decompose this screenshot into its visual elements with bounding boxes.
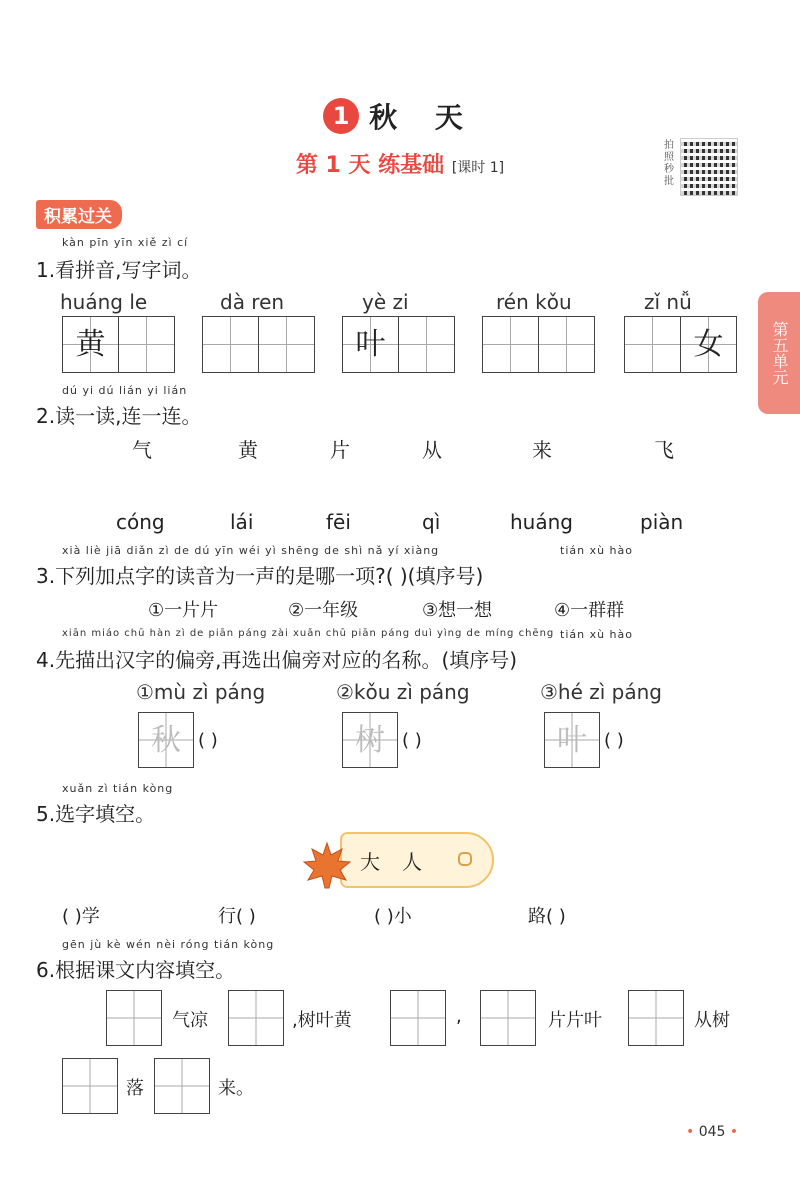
match-char[interactable]: 飞 — [654, 438, 674, 462]
match-char[interactable]: 片 — [330, 438, 350, 462]
qr-label: 拍照秒批 — [664, 140, 674, 187]
match-char[interactable]: 从 — [422, 438, 442, 462]
match-char[interactable]: 黄 — [238, 438, 258, 462]
q1-pinyin: kàn pīn yīn xiě zì cí — [62, 236, 189, 249]
q6-segment: 从树 — [694, 1010, 730, 1031]
writing-box[interactable] — [398, 316, 455, 373]
writing-box[interactable] — [628, 990, 684, 1046]
q3-pinyin: xià liè jiā diǎn zì de dú yīn wéi yì shēng de shì nǎ yí xiàng — [62, 544, 440, 557]
writing-box[interactable] — [202, 316, 259, 373]
lesson-title-text: 秋 天 — [369, 101, 477, 134]
writing-box[interactable] — [390, 990, 446, 1046]
page-number: • 045 • — [686, 1124, 739, 1140]
unit-side-tab[interactable]: 第五单元 — [758, 292, 800, 414]
fill-blank[interactable]: 路( ) — [528, 906, 566, 927]
maple-leaf-icon — [302, 840, 352, 890]
fill-blank[interactable]: 行( ) — [218, 906, 256, 927]
writing-box-filled: 女 — [680, 316, 737, 373]
match-pinyin[interactable]: fēi — [326, 510, 351, 534]
q6-segment: ,树叶黄 — [292, 1010, 352, 1031]
q3-option[interactable]: ③想一想 — [422, 600, 493, 621]
word-tag-text: 大人 — [360, 850, 444, 874]
q6-segment: 片片叶 — [548, 1010, 602, 1031]
q3-option[interactable]: ②一年级 — [288, 600, 359, 621]
q1-item-pinyin: dà ren — [220, 290, 285, 314]
fill-blank[interactable]: ( )小 — [374, 906, 412, 927]
writing-box[interactable] — [62, 1058, 118, 1114]
page-number-text: 045 — [698, 1124, 726, 1140]
match-char[interactable]: 来 — [532, 438, 552, 462]
writing-box[interactable] — [624, 316, 681, 373]
q3-text: 3.下列加点字的读音为一声的是哪一项?( )(填序号) — [36, 564, 484, 588]
writing-box[interactable] — [482, 316, 539, 373]
q4-text: 4.先描出汉字的偏旁,再选出偏旁对应的名称。(填序号) — [36, 648, 518, 672]
trace-box[interactable]: 秋 — [138, 712, 194, 768]
q6-segment: 来。 — [218, 1078, 254, 1099]
q4-option: ②kǒu zì páng — [336, 680, 470, 704]
writing-box[interactable] — [106, 990, 162, 1046]
writing-box-filled: 黄 — [62, 316, 119, 373]
q4-pinyin: xiān miáo chū hàn zì de piān páng zài xuǎn chū piān páng duì yìng de míng chēng — [62, 628, 555, 639]
match-pinyin[interactable]: qì — [422, 510, 441, 534]
writing-box[interactable] — [258, 316, 315, 373]
match-char[interactable]: 气 — [132, 438, 152, 462]
trace-box[interactable]: 叶 — [544, 712, 600, 768]
match-pinyin[interactable]: lái — [230, 510, 254, 534]
lesson-number-badge: 1 — [323, 98, 359, 134]
trace-box[interactable]: 树 — [342, 712, 398, 768]
match-pinyin[interactable]: huáng — [510, 510, 573, 534]
q5-text: 5.选字填空。 — [36, 802, 156, 826]
match-pinyin[interactable]: cóng — [116, 510, 165, 534]
tag-hole-icon — [458, 852, 472, 866]
q1-item-pinyin: zǐ nǚ — [644, 290, 692, 314]
writing-box[interactable] — [118, 316, 175, 373]
q1-item-pinyin: huáng le — [60, 290, 148, 314]
writing-box[interactable] — [154, 1058, 210, 1114]
q2-text: 2.读一读,连一连。 — [36, 404, 202, 428]
q1-item-pinyin: yè zi — [362, 290, 409, 314]
answer-blank[interactable]: ( ) — [198, 730, 218, 751]
q3-option[interactable]: ①一片片 — [148, 600, 219, 621]
lesson-period: [课时 1] — [451, 160, 505, 176]
section-tag: 积累过关 — [36, 200, 122, 229]
answer-blank[interactable]: ( ) — [402, 730, 422, 751]
match-pinyin[interactable]: piàn — [640, 510, 684, 534]
q6-segment: 落 — [126, 1078, 144, 1099]
q4-pinyin-right: tián xù hào — [560, 628, 633, 641]
writing-box[interactable] — [538, 316, 595, 373]
q6-segment: 气凉 — [172, 1010, 208, 1031]
q4-option: ③hé zì páng — [540, 680, 663, 704]
day-title-text: 第 1 天 练基础 — [295, 153, 445, 178]
q2-pinyin: dú yi dú lián yi lián — [62, 384, 188, 397]
q3-option[interactable]: ④一群群 — [554, 600, 625, 621]
q1-item-pinyin: rén kǒu — [496, 290, 572, 314]
qr-code-icon[interactable] — [680, 138, 738, 196]
lesson-title — [0, 96, 800, 136]
writing-box[interactable] — [228, 990, 284, 1046]
fill-blank[interactable]: ( )学 — [62, 906, 100, 927]
q6-pinyin: gēn jù kè wén nèi róng tián kòng — [62, 938, 275, 951]
answer-blank[interactable]: ( ) — [604, 730, 624, 751]
q6-segment: , — [456, 1006, 462, 1027]
writing-box[interactable] — [480, 990, 536, 1046]
writing-box-filled: 叶 — [342, 316, 399, 373]
q3-pinyin-right: tián xù hào — [560, 544, 633, 557]
q5-pinyin: xuǎn zì tián kòng — [62, 782, 174, 795]
q1-text: 1.看拼音,写字词。 — [36, 258, 202, 282]
q6-text: 6.根据课文内容填空。 — [36, 958, 236, 982]
q4-option: ①mù zì páng — [136, 680, 266, 704]
